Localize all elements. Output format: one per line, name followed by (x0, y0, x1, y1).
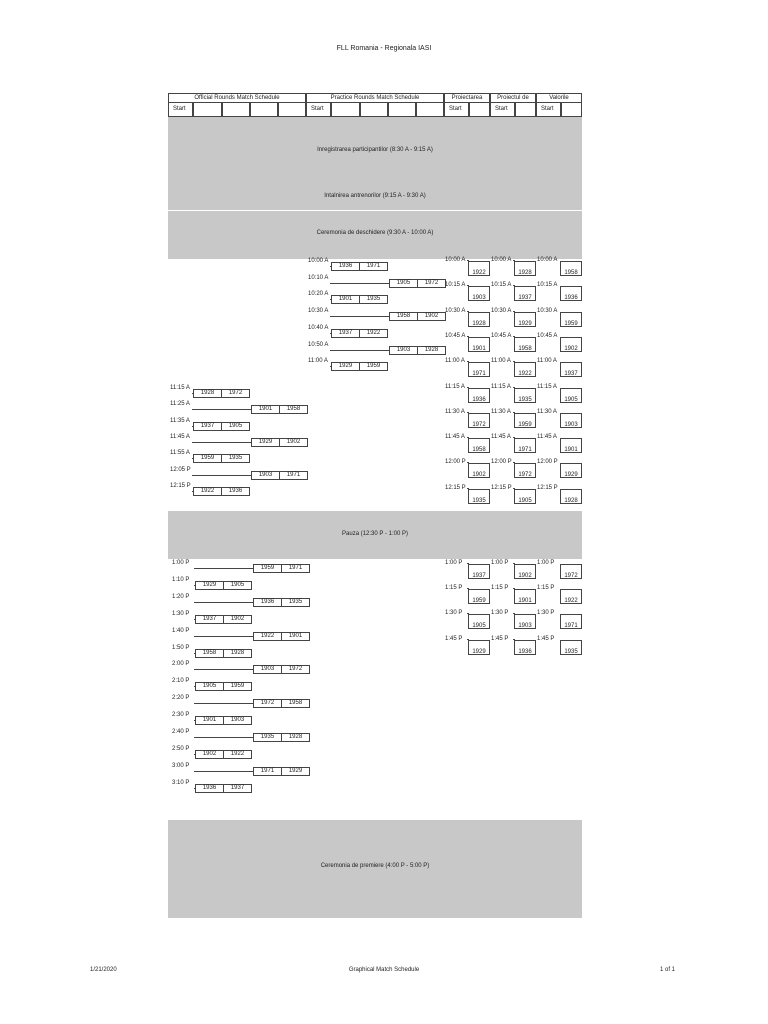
team-box: 1971 (253, 767, 282, 776)
match-time: 11:25 A (170, 401, 190, 408)
judging-time: 11:15 A (491, 383, 511, 390)
team-box: 1936 (221, 487, 250, 496)
team-box: 1971 (560, 614, 582, 629)
team-box: 1958 (279, 405, 308, 414)
team-box: 1928 (223, 649, 252, 658)
team-box: 1937 (468, 564, 490, 579)
team-box: 1935 (514, 388, 536, 403)
break-label: Pauza (12:30 P - 1:00 P) (342, 531, 408, 537)
empty-cell (250, 102, 278, 117)
match-time: 2:00 P (172, 661, 190, 668)
team-box: 1905 (514, 489, 536, 504)
team-box: 1936 (253, 598, 282, 607)
team-box: 1922 (468, 261, 490, 276)
team-box: 1958 (560, 261, 582, 276)
match-time: 3:10 P (172, 779, 190, 786)
team-box: 1922 (514, 362, 536, 377)
team-box: 1901 (331, 295, 360, 304)
team-box: 1936 (514, 640, 536, 655)
start-cell: Start (168, 102, 193, 117)
judging-time: 12:00 P (445, 459, 466, 466)
judging-time: 1:45 P (445, 635, 463, 642)
team-box: 1971 (281, 564, 310, 573)
judging-time: 11:00 A (537, 358, 557, 365)
team-box: 1959 (359, 362, 388, 371)
team-box: 1936 (560, 286, 582, 301)
team-box: 1935 (221, 454, 250, 463)
team-box: 1958 (514, 337, 536, 352)
match-time: 10:00 A (308, 258, 329, 264)
team-box: 1929 (251, 438, 280, 447)
team-box: 1971 (514, 438, 536, 453)
team-box: 1929 (514, 312, 536, 327)
opening-ceremony-label: Ceremonia de deschidere (9:30 A - 10:00 A) (316, 230, 434, 236)
team-box: 1972 (417, 279, 446, 288)
team-box: 1928 (560, 489, 582, 504)
awards-ceremony-band (168, 820, 582, 918)
start-cell: Start (536, 102, 561, 117)
judging-time: 12:15 P (445, 484, 466, 491)
team-box: 1959 (223, 682, 252, 691)
team-box: 1902 (560, 337, 582, 352)
team-box: 1937 (223, 784, 252, 793)
judging-time: 10:15 A (537, 282, 558, 289)
footer-title: Graphical Match Schedule (348, 967, 420, 973)
team-box: 1903 (468, 286, 490, 301)
team-box: 1905 (223, 581, 252, 590)
match-time: 11:15 A (170, 385, 190, 391)
judging-time: 11:45 A (491, 434, 511, 441)
judging-time: 1:15 P (537, 585, 555, 592)
judging-time: 1:45 P (537, 635, 555, 642)
team-box: 1903 (514, 614, 536, 629)
team-box: 1929 (560, 463, 582, 478)
team-box: 1972 (253, 699, 282, 708)
connector-line (194, 737, 253, 738)
team-box: 1971 (279, 471, 308, 480)
judging-time: 10:00 A (537, 257, 558, 263)
match-time: 2:30 P (172, 712, 190, 719)
team-box: 1928 (281, 733, 310, 742)
team-box: 1959 (514, 413, 536, 428)
start-cell: Start (306, 102, 331, 117)
start-cell: Start (490, 102, 515, 117)
team-box: 1928 (468, 312, 490, 327)
judging-time: 11:45 A (537, 434, 557, 441)
team-box: 1902 (514, 564, 536, 579)
judging-time: 11:15 A (445, 383, 465, 390)
match-time: 2:10 P (172, 678, 190, 685)
team-box: 1936 (468, 388, 490, 403)
team-box: 1972 (468, 413, 490, 428)
empty-cell (469, 102, 490, 117)
judging-time: 12:00 P (491, 459, 512, 466)
connector-line (194, 568, 253, 569)
empty-cell (193, 102, 222, 117)
empty-cell (388, 102, 416, 117)
match-time: 10:40 A (308, 324, 329, 331)
judging-time: 12:15 P (537, 484, 558, 491)
team-box: 1972 (221, 389, 250, 398)
team-box: 1971 (468, 362, 490, 377)
team-box: 1902 (223, 615, 252, 624)
match-time: 11:45 A (170, 433, 190, 440)
judging-time: 1:00 P (491, 560, 509, 566)
team-box: 1971 (359, 262, 388, 271)
team-box: 1905 (468, 614, 490, 629)
connector-line (330, 283, 389, 284)
registration-label: Inregistrarea participantilor (8:30 A - 9:15 A) (317, 147, 433, 153)
match-time: 11:55 A (170, 450, 190, 457)
judging-time: 11:45 A (445, 434, 465, 441)
match-time: 3:00 P (172, 762, 190, 769)
empty-cell (416, 102, 444, 117)
empty-cell (360, 102, 388, 117)
team-box: 1958 (468, 438, 490, 453)
connector-line (330, 316, 389, 317)
empty-cell (331, 102, 360, 117)
match-time: 12:05 P (170, 466, 191, 473)
practice-header: Practice Rounds Match Schedule (306, 93, 444, 102)
judging-time: 10:15 A (491, 282, 512, 289)
judging-time: 10:45 A (491, 332, 512, 339)
registration-band (168, 117, 582, 210)
judging-time: 11:00 A (491, 358, 511, 365)
team-box: 1905 (560, 388, 582, 403)
match-time: 1:10 P (172, 576, 190, 583)
team-box: 1958 (195, 649, 224, 658)
judging-time: 1:15 P (445, 585, 463, 592)
team-box: 1937 (560, 362, 582, 377)
team-box: 1928 (417, 346, 446, 355)
judging-time: 10:00 A (491, 257, 512, 263)
team-box: 1903 (560, 413, 582, 428)
footer-page: 1 of 1 (660, 967, 676, 973)
team-box: 1901 (195, 716, 224, 725)
connector-line (194, 703, 253, 704)
connector-line (192, 475, 251, 476)
match-time: 1:20 P (172, 593, 190, 600)
team-box: 1929 (331, 362, 360, 371)
match-time: 2:20 P (172, 695, 190, 702)
start-cell: Start (444, 102, 469, 117)
judging-time: 1:30 P (491, 610, 509, 617)
team-box: 1936 (195, 784, 224, 793)
judging-time: 11:15 A (537, 383, 557, 390)
coaches-meeting-label: Intalnirea antrenorilor (9:15 A - 9:30 A) (324, 193, 426, 199)
connector-line (194, 636, 253, 637)
awards-ceremony-label: Ceremonia de premiere (4:00 P - 5:00 P) (320, 863, 430, 869)
team-box: 1959 (193, 454, 222, 463)
judging-time: 1:00 P (445, 560, 463, 566)
team-box: 1922 (193, 487, 222, 496)
judging-time: 12:00 P (537, 459, 558, 466)
match-time: 1:50 P (172, 644, 190, 651)
team-box: 1937 (193, 422, 222, 431)
judging-time: 1:00 P (537, 560, 555, 566)
match-time: 2:40 P (172, 729, 190, 735)
team-box: 1937 (195, 615, 224, 624)
match-time: 10:20 A (308, 291, 329, 298)
team-box: 1929 (281, 767, 310, 776)
team-box: 1902 (468, 463, 490, 478)
match-time: 1:40 P (172, 627, 190, 634)
team-box: 1972 (281, 665, 310, 674)
judging-time: 10:30 A (445, 307, 466, 314)
team-box: 1935 (468, 489, 490, 504)
team-box: 1928 (193, 389, 222, 398)
empty-cell (515, 102, 536, 117)
match-time: 11:35 A (170, 417, 190, 424)
team-box: 1922 (560, 589, 582, 604)
team-box: 1936 (331, 262, 360, 271)
judging-time: 10:45 A (445, 332, 466, 339)
team-box: 1903 (389, 346, 418, 355)
connector-line (192, 442, 251, 443)
team-box: 1902 (417, 312, 446, 321)
team-box: 1922 (359, 329, 388, 338)
team-box: 1935 (281, 598, 310, 607)
footer-date: 1/21/2020 (90, 967, 117, 973)
match-time: 11:00 A (308, 358, 328, 365)
connector-line (194, 771, 253, 772)
judging-time: 1:45 P (491, 635, 509, 642)
page-title: FLL Romania - Regionala IASI (336, 45, 432, 52)
team-box: 1902 (279, 438, 308, 447)
team-box: 1937 (514, 286, 536, 301)
team-box: 1935 (359, 295, 388, 304)
connector-line (194, 669, 253, 670)
official-header: Official Rounds Match Schedule (168, 93, 306, 102)
match-time: 10:50 A (308, 341, 329, 348)
opening-ceremony-band (168, 211, 582, 259)
match-time: 12:15 P (170, 482, 191, 489)
team-box: 1958 (281, 699, 310, 708)
team-box: 1903 (253, 665, 282, 674)
team-box: 1935 (253, 733, 282, 742)
team-box: 1905 (389, 279, 418, 288)
team-box: 1959 (253, 564, 282, 573)
judging-time: 11:30 A (491, 408, 511, 415)
empty-cell (278, 102, 306, 117)
team-box: 1905 (221, 422, 250, 431)
judging-time: 11:30 A (445, 408, 465, 415)
break-band (168, 511, 582, 559)
empty-cell (222, 102, 250, 117)
team-box: 1901 (514, 589, 536, 604)
match-time: 10:30 A (308, 308, 329, 315)
team-box: 1972 (560, 564, 582, 579)
team-box: 1958 (389, 312, 418, 321)
team-box: 1905 (195, 682, 224, 691)
match-time: 2:50 P (172, 745, 190, 752)
connector-line (330, 350, 389, 351)
team-box: 1922 (223, 750, 252, 759)
proiectarea-header: Proiectarea (444, 93, 490, 102)
team-box: 1901 (468, 337, 490, 352)
team-box: 1929 (195, 581, 224, 590)
judging-time: 10:30 A (491, 307, 512, 314)
team-box: 1901 (251, 405, 280, 414)
team-box: 1903 (223, 716, 252, 725)
team-box: 1901 (281, 632, 310, 641)
judging-time: 10:30 A (537, 307, 558, 314)
team-box: 1922 (253, 632, 282, 641)
judging-time: 11:00 A (445, 358, 465, 365)
team-box: 1972 (514, 463, 536, 478)
judging-time: 1:30 P (445, 610, 463, 617)
match-time: 1:30 P (172, 610, 190, 617)
judging-time: 11:30 A (537, 408, 557, 415)
team-box: 1901 (560, 438, 582, 453)
judging-time: 12:15 P (491, 484, 512, 491)
connector-line (194, 602, 253, 603)
judging-time: 10:00 A (445, 257, 466, 263)
judging-time: 10:45 A (537, 332, 558, 339)
connector-line (192, 409, 251, 410)
team-box: 1902 (195, 750, 224, 759)
team-box: 1959 (468, 589, 490, 604)
team-box: 1959 (560, 312, 582, 327)
team-box: 1928 (514, 261, 536, 276)
proiectul-header: Proiectul de (490, 93, 536, 102)
empty-cell (561, 102, 582, 117)
match-time: 10:10 A (308, 274, 329, 281)
judging-time: 10:15 A (445, 282, 466, 289)
team-box: 1903 (251, 471, 280, 480)
match-time: 1:00 P (172, 560, 190, 566)
judging-time: 1:15 P (491, 585, 509, 592)
valorile-header: Valorile (536, 93, 582, 102)
team-box: 1937 (331, 329, 360, 338)
judging-time: 1:30 P (537, 610, 555, 617)
team-box: 1929 (468, 640, 490, 655)
team-box: 1935 (560, 640, 582, 655)
